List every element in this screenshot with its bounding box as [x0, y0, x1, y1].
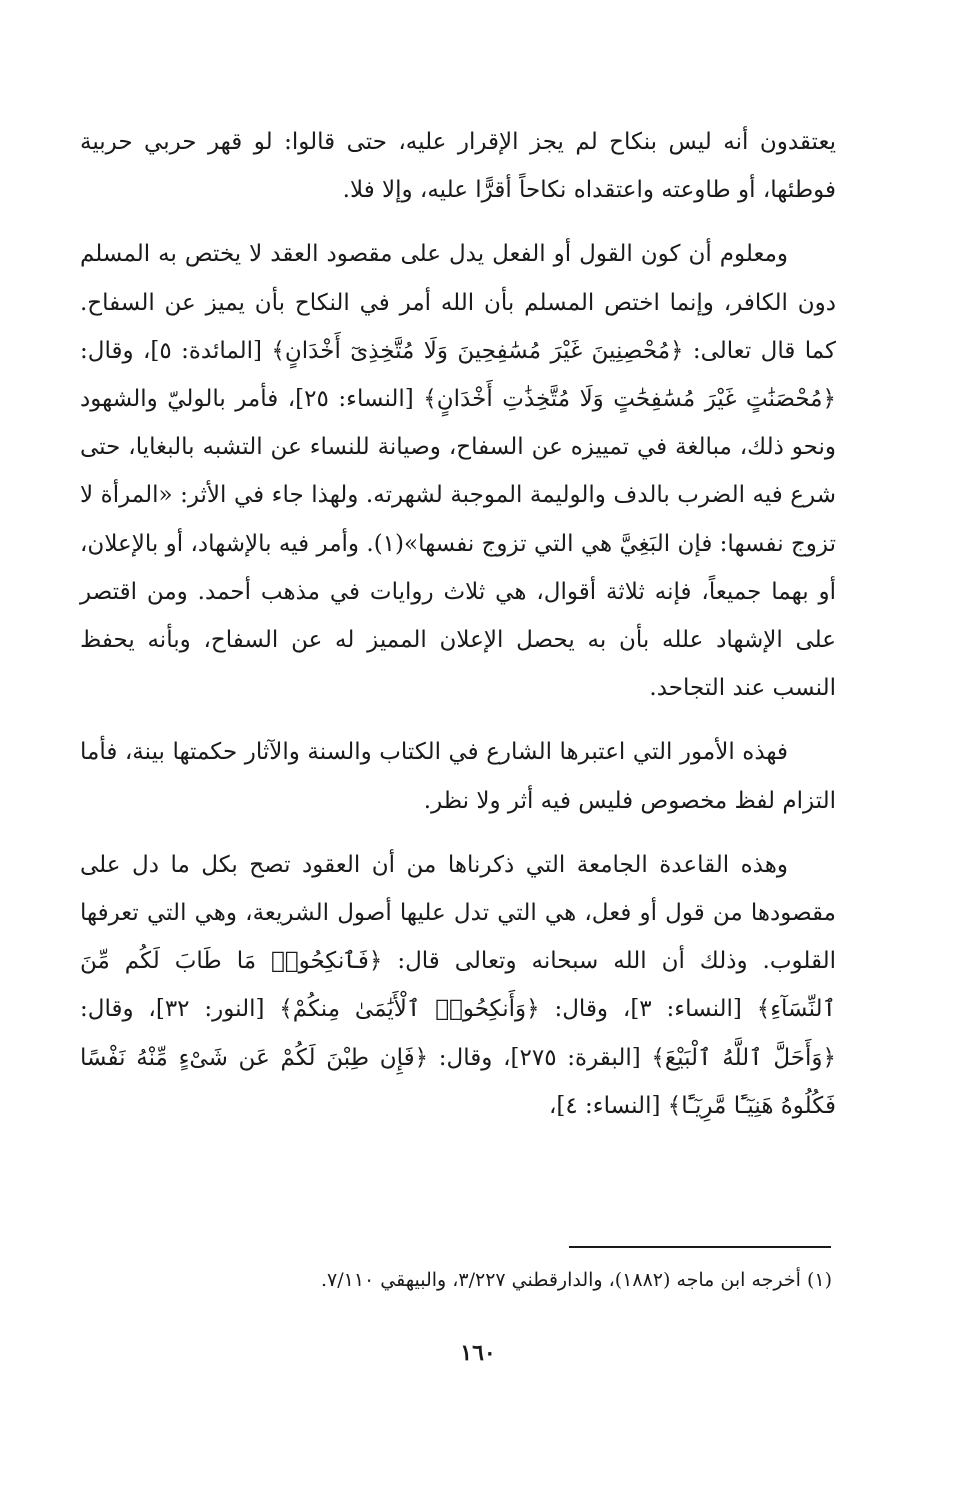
text-line: روايات في مذهب أحمد. ومن اقتصر على الإشهاد علله بأن به	[80, 578, 836, 654]
footnote: (١) أخرجه ابن ماجه (١٨٨٢)، والدارقطني ٣/٢٢٧، والبيهقي ٧/١١٠.	[320, 1269, 832, 1291]
text-line: قال: ﴿فَٱنكِحُوا۟ مَا طَابَ لَكُم مِّنَ ٱلنِّسَآءِ﴾ [النساء: ٣]، وقال: ﴿وَأَنكِحُوا۟	[80, 948, 837, 1023]
text-line: يحصل الإعلان المميز له عن السفاح، وبأنه يحفظ النسب عند	[80, 627, 836, 702]
text-line: وهذه القاعدة الجامعة التي ذكرناها من أن العقود تصح بكل ما	[158, 851, 788, 878]
text-line: مُتَّخِذَٰتِ أَخْدَانٍ﴾ [النساء: ٢٥]، فأمر بالوليّ والشهود ونحو ذلك، مبالغة	[80, 386, 836, 461]
text-line: يختص به المسلم دون الكافر، وإنما اختص المسلم بأن الله أمر في	[80, 241, 836, 316]
text-line: وَلَا مُتَّخِذِىٓ أَخْدَانٍ﴾ [المائدة: ٥]، وقال: ﴿مُحْصَنَٰتٍ غَيْرَ مُسَٰفِحَٰتٍ وَلَا	[80, 337, 836, 413]
text-line: في تمييزه عن السفاح، وصيانة للنساء عن التشبه بالبغايا، حتى شرع	[80, 434, 836, 509]
text-line: حكمتها بينة، فأما التزام لفظ مخصوص فليس فيه أثر ولا نظر.	[80, 739, 836, 814]
text-line: النكاح بأن يميز عن السفاح. كما قال تعالى: ﴿مُحْصِنِينَ غَيْرَ مُسَٰفِحِينَ	[80, 289, 837, 364]
text-line: ومعلوم أن كون القول أو الفعل يدل على مقصود العقد لا	[241, 241, 788, 268]
text-line: ٱلْأَيَٰمَىٰ مِنكُمْ﴾ [النور: ٣٢]، وقال: ﴿وَأَحَلَّ ٱللَّهُ ٱلْبَيْعَ﴾ [البقرة: ٢٧٥]،	[80, 996, 836, 1071]
text-line: حربي حربية فوطئها، أو طاوعته واعتقداه نكاحاً أقرًّا عليه، وإلا فلا.	[80, 129, 836, 204]
page-number: ١٦٠	[460, 1340, 496, 1366]
text-line: يعتقدون أنه ليس بنكاح لم يجز الإقرار عليه، حتى قالوا: لو قهر	[196, 129, 836, 155]
text-line: دل على مقصودها من قول أو فعل، هي التي تدل عليها أصول	[80, 851, 837, 927]
text-line: التجاحد.	[649, 675, 726, 702]
footnote-divider	[569, 1246, 831, 1248]
text-line: فيه الضرب بالدف والوليمة الموجبة لشهرته. ولهذا جاء في الأثر:	[172, 482, 783, 509]
text-line: الشريعة، وهي التي تعرفها القلوب. وذلك أن الله سبحانه وتعالى	[80, 900, 837, 975]
paragraph	[80, 841, 836, 1130]
page-body	[80, 118, 836, 1130]
text-line: وقال: ﴿فَإِن طِبْنَ لَكُمْ عَن شَىْءٍ مِّنْهُ نَفْسًا فَكُلُوهُ هَنِيٓـًٔا مَّرِيٓـًٔا﴾ [النساء: ٤]،	[80, 1044, 836, 1119]
paragraph	[80, 230, 836, 712]
text-line: «المرأة لا تزوج نفسها: فإن البَغِيَّ هي التي تزوج نفسها»(١). وأمر فيه	[80, 482, 836, 557]
paragraph	[80, 118, 836, 214]
text-line: بالإشهاد، أو بالإعلان، أو بهما جميعاً، فإنه ثلاثة أقوال، هي ثلاث	[80, 530, 836, 605]
text-line: فهذه الأمور التي اعتبرها الشارع في الكتاب والسنة والآثار	[237, 739, 788, 766]
paragraph	[80, 728, 836, 824]
